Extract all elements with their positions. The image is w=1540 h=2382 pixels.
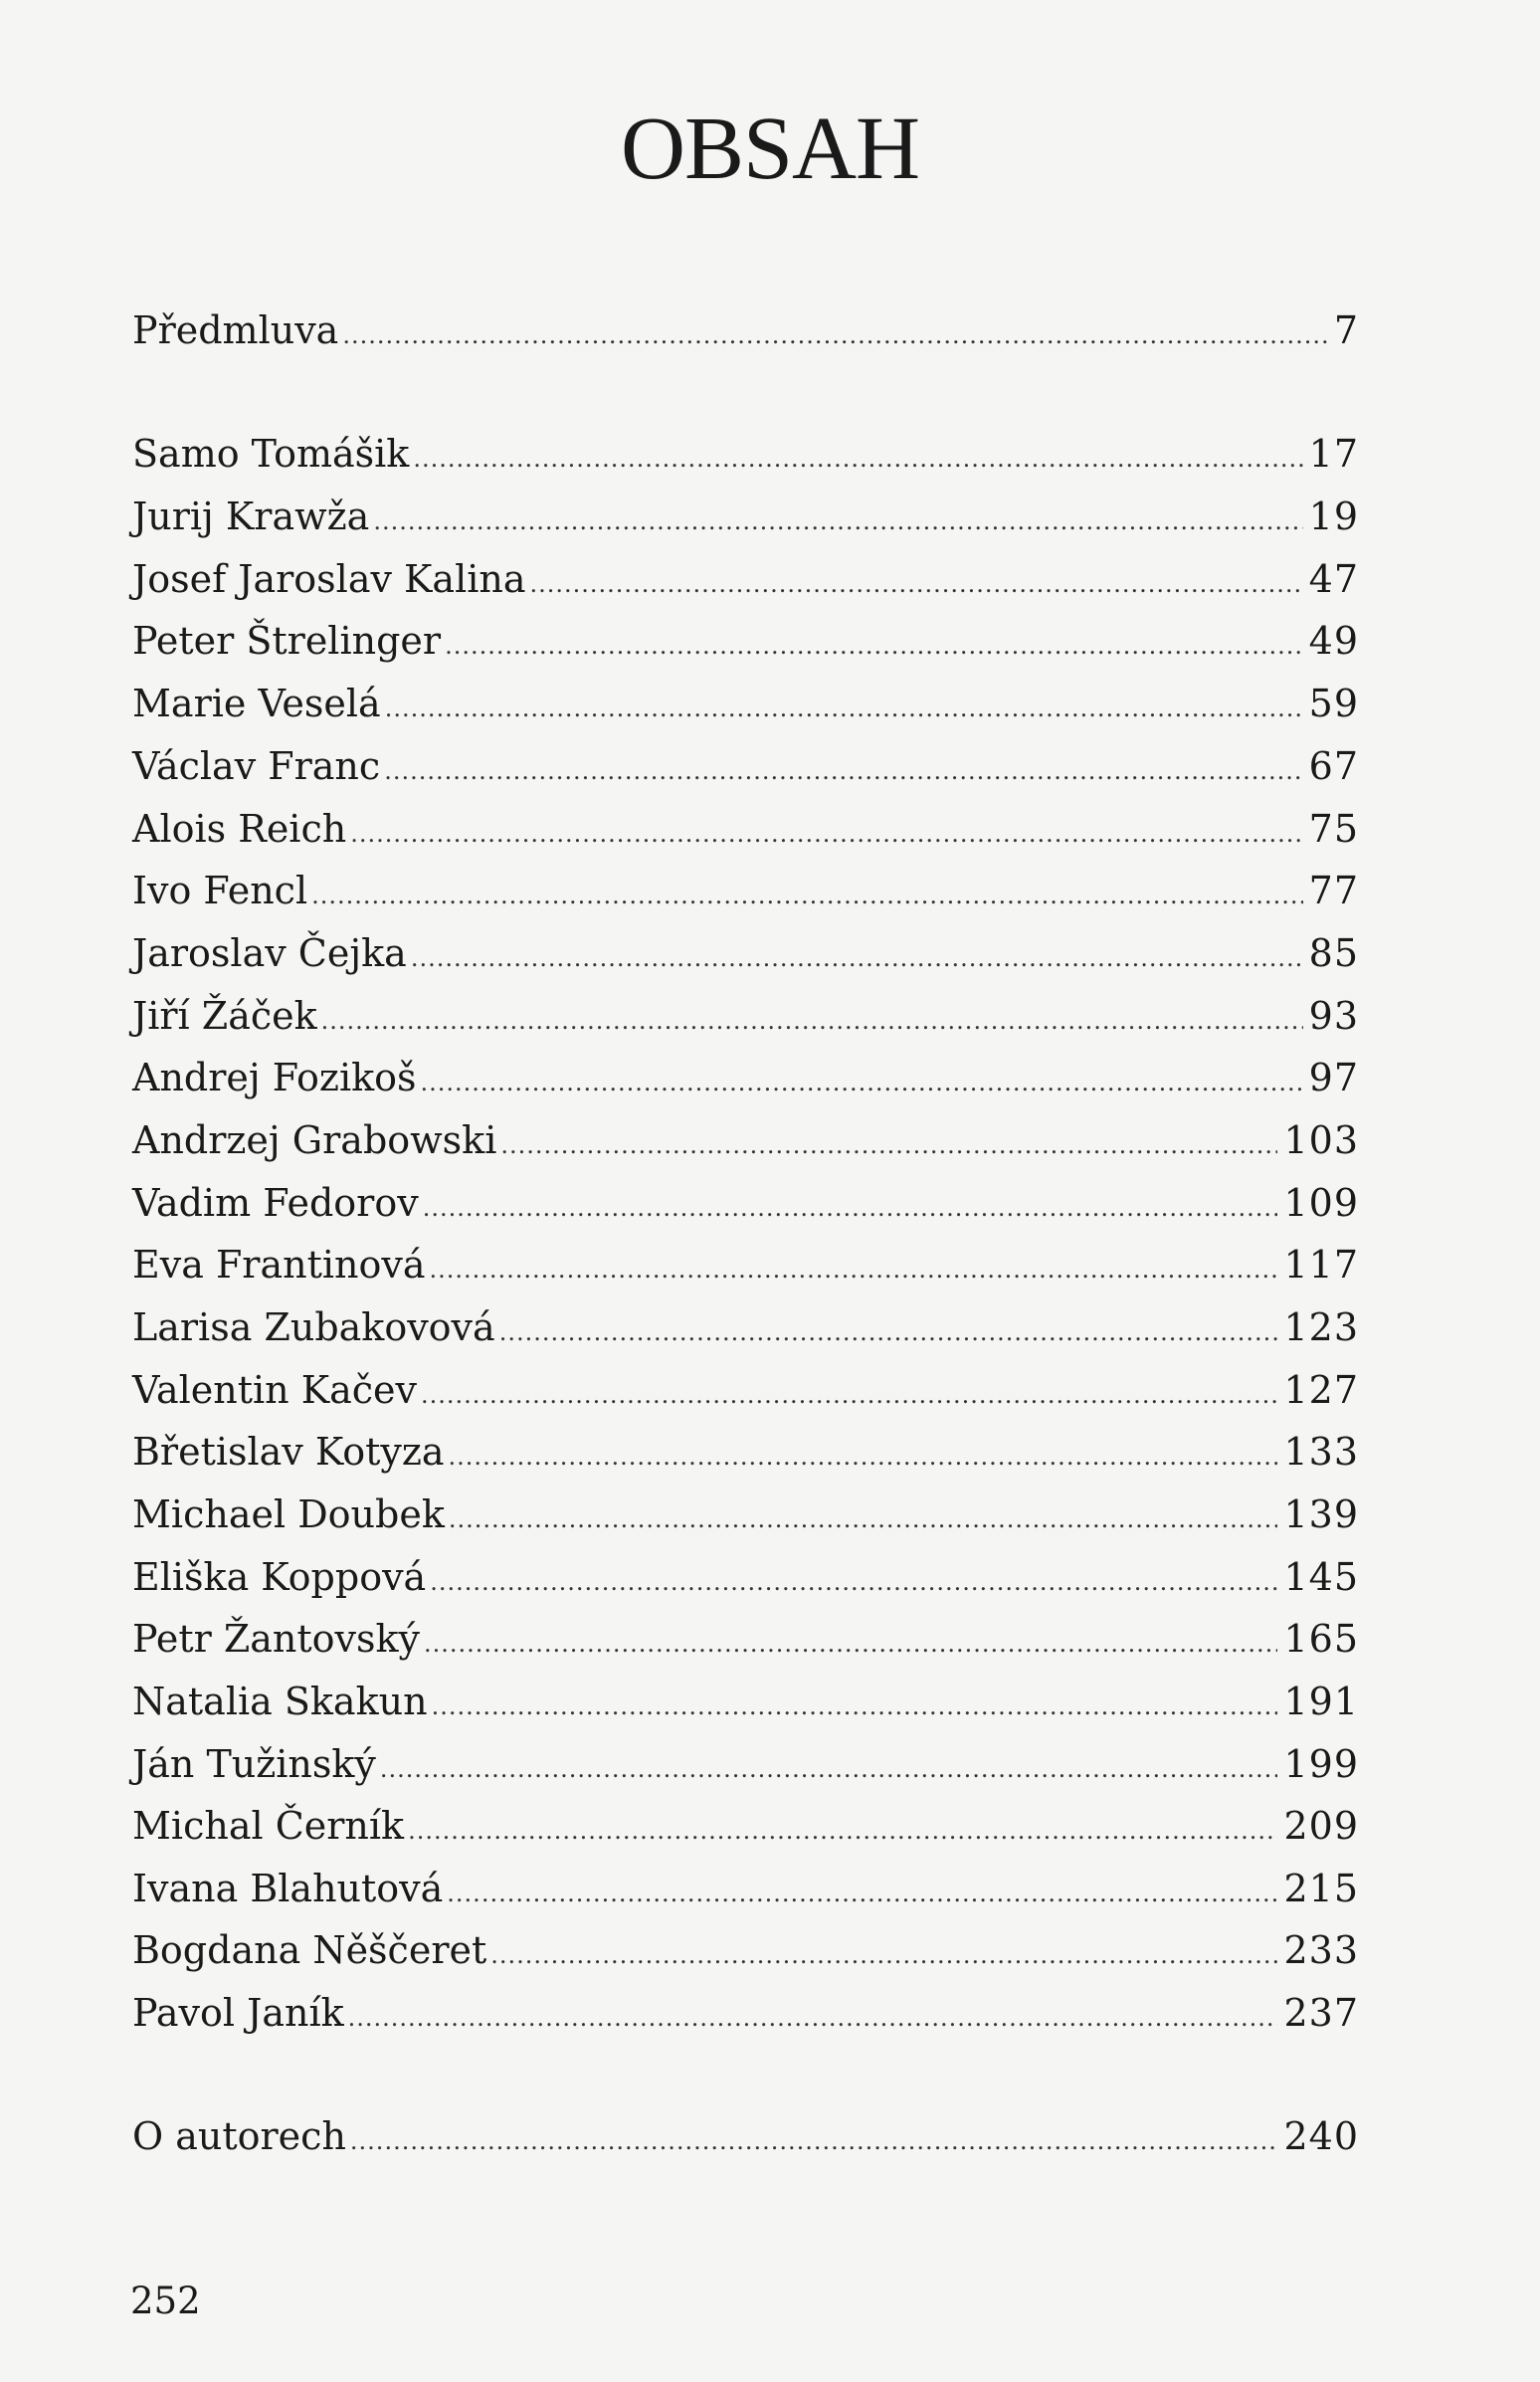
dot-leader bbox=[432, 1682, 1278, 1731]
dot-leader bbox=[373, 496, 1302, 546]
toc-entry-name: Valentin Kačev bbox=[132, 1368, 417, 1412]
toc-entry-name: Alois Reich bbox=[132, 807, 347, 851]
dot-leader bbox=[311, 871, 1303, 920]
toc-entry-name: Natalia Skakun bbox=[132, 1680, 428, 1723]
toc-entry bbox=[132, 1365, 1359, 1415]
toc-entry-page: 133 bbox=[1283, 1430, 1359, 1474]
toc-entry bbox=[132, 1053, 1359, 1102]
dot-leader bbox=[411, 933, 1303, 983]
toc-entry-page: 139 bbox=[1283, 1492, 1359, 1536]
dot-leader bbox=[348, 1993, 1278, 2043]
toc-entry-name: Andrej Fozikoš bbox=[132, 1056, 417, 1099]
toc-entry-name: Michal Černík bbox=[132, 1804, 405, 1848]
toc-entry bbox=[132, 741, 1359, 791]
toc-entry bbox=[132, 928, 1359, 978]
toc-entry bbox=[132, 1925, 1359, 1975]
toc-entry bbox=[132, 1739, 1359, 1789]
toc-entry-page: 17 bbox=[1308, 432, 1359, 476]
toc-entry-page: 233 bbox=[1283, 1928, 1359, 1972]
toc-entry-page: 97 bbox=[1308, 1056, 1359, 1099]
toc-entry bbox=[132, 991, 1359, 1041]
toc-entry bbox=[132, 1988, 1359, 2038]
dot-leader bbox=[490, 1930, 1277, 1980]
toc-entry bbox=[132, 554, 1359, 604]
dot-leader bbox=[430, 1245, 1278, 1294]
toc-entry bbox=[132, 492, 1359, 541]
toc-entry-name: Pavol Janík bbox=[132, 1991, 344, 2035]
dot-leader bbox=[430, 1557, 1277, 1607]
dot-leader bbox=[321, 996, 1303, 1046]
toc-entry-page: 240 bbox=[1283, 2114, 1359, 2158]
toc-entry bbox=[132, 1302, 1359, 1352]
toc-entry bbox=[132, 866, 1359, 915]
dot-leader bbox=[449, 1432, 1278, 1482]
toc-entry-name: Eliška Koppová bbox=[132, 1555, 427, 1599]
toc-entry bbox=[132, 429, 1359, 479]
toc-entry-name: Vadim Fedorov bbox=[132, 1181, 419, 1225]
toc-entry-page: 75 bbox=[1308, 807, 1359, 851]
toc-entry bbox=[132, 1240, 1359, 1290]
toc-entry-page: 199 bbox=[1283, 1742, 1359, 1786]
dot-leader bbox=[499, 1307, 1278, 1357]
toc-entry-page: 117 bbox=[1283, 1243, 1359, 1287]
dot-leader bbox=[423, 1183, 1278, 1233]
toc-entry-page: 49 bbox=[1308, 619, 1359, 663]
toc-entry-page: 237 bbox=[1283, 1991, 1359, 2035]
toc-entry-page: 191 bbox=[1283, 1680, 1359, 1723]
toc-entry bbox=[132, 1489, 1359, 1539]
toc-entry bbox=[132, 1614, 1359, 1664]
toc-entry-name: Jurij Krawža bbox=[132, 495, 370, 538]
toc-entry bbox=[132, 1552, 1359, 1602]
toc-entry-page: 47 bbox=[1308, 557, 1359, 601]
dot-leader bbox=[421, 1370, 1277, 1420]
toc-entry-name: Marie Veselá bbox=[132, 682, 381, 725]
toc-entry-page: 93 bbox=[1308, 994, 1359, 1038]
dot-leader bbox=[500, 1120, 1277, 1170]
toc-entry-page: 165 bbox=[1283, 1617, 1359, 1661]
toc-entry-page: 77 bbox=[1308, 869, 1359, 912]
toc-entry-name: Předmluva bbox=[132, 308, 339, 352]
toc-entry-name: Petr Žantovský bbox=[132, 1617, 421, 1661]
toc-entry-name: Eva Frantinová bbox=[132, 1243, 426, 1287]
dot-leader bbox=[384, 746, 1302, 796]
toc-entry-name: Jiří Žáček bbox=[132, 994, 317, 1038]
toc-entry-name: Ján Tužinský bbox=[132, 1742, 376, 1786]
toc-entry-name: Ivana Blahutová bbox=[132, 1867, 444, 1910]
toc-entry-name: Břetislav Kotyza bbox=[132, 1430, 445, 1474]
toc-entry-page: 123 bbox=[1283, 1305, 1359, 1349]
toc-entry-page: 215 bbox=[1283, 1867, 1359, 1910]
page-number: 252 bbox=[130, 2280, 201, 2322]
toc-entry-name: Larisa Zubakovová bbox=[132, 1305, 495, 1349]
toc-entry bbox=[132, 1864, 1359, 1913]
toc-entry-page: 109 bbox=[1283, 1181, 1359, 1225]
toc-entry bbox=[132, 804, 1359, 854]
toc-entry-name: Václav Franc bbox=[132, 744, 381, 788]
toc-entry bbox=[132, 1427, 1359, 1477]
dot-leader bbox=[421, 1058, 1303, 1107]
toc-entry-page: 67 bbox=[1308, 744, 1359, 788]
toc-entry-name: Peter Štrelinger bbox=[132, 619, 442, 663]
toc-entry-name: Jaroslav Čejka bbox=[132, 931, 407, 975]
toc-entry-page: 19 bbox=[1308, 495, 1359, 538]
table-of-contents bbox=[132, 0, 1359, 2382]
toc-entry-page: 103 bbox=[1283, 1118, 1359, 1162]
toc-entry-name: Samo Tomášik bbox=[132, 432, 410, 476]
toc-entry-page: 85 bbox=[1308, 931, 1359, 975]
toc-entry bbox=[132, 1801, 1359, 1851]
dot-leader bbox=[449, 1494, 1278, 1544]
toc-entry bbox=[132, 679, 1359, 728]
toc-entry-page: 59 bbox=[1308, 682, 1359, 725]
toc-entry-name: O autorech bbox=[132, 2114, 346, 2158]
toc-entry bbox=[132, 616, 1359, 666]
toc-entry-predmluva bbox=[132, 305, 1359, 355]
toc-entry-o-autorech bbox=[132, 2111, 1359, 2161]
toc-entry-name: Andrzej Grabowski bbox=[132, 1118, 497, 1162]
dot-leader bbox=[447, 1869, 1277, 1918]
dot-leader bbox=[380, 1744, 1278, 1794]
dot-leader bbox=[445, 621, 1303, 671]
toc-entry-page: 145 bbox=[1283, 1555, 1359, 1599]
dot-leader bbox=[424, 1619, 1277, 1669]
dot-leader bbox=[413, 434, 1302, 484]
dot-leader bbox=[530, 559, 1303, 609]
toc-entry-name: Bogdana Něščeret bbox=[132, 1928, 487, 1972]
toc-entry-name: Ivo Fencl bbox=[132, 869, 308, 912]
toc-entry-name: Josef Jaroslav Kalina bbox=[132, 557, 526, 601]
toc-entry-page: 127 bbox=[1283, 1368, 1359, 1412]
toc-entry-page: 209 bbox=[1283, 1804, 1359, 1848]
page-title: OBSAH bbox=[620, 99, 920, 198]
dot-leader bbox=[408, 1806, 1277, 1856]
dot-leader bbox=[342, 310, 1327, 360]
dot-leader bbox=[350, 2116, 1278, 2166]
dot-leader bbox=[385, 684, 1303, 733]
toc-entry bbox=[132, 1178, 1359, 1228]
dot-leader bbox=[350, 809, 1302, 859]
toc-entry-page: 7 bbox=[1333, 308, 1359, 352]
toc-entry-name: Michael Doubek bbox=[132, 1492, 445, 1536]
toc-entry bbox=[132, 1677, 1359, 1726]
toc-entry bbox=[132, 1115, 1359, 1165]
